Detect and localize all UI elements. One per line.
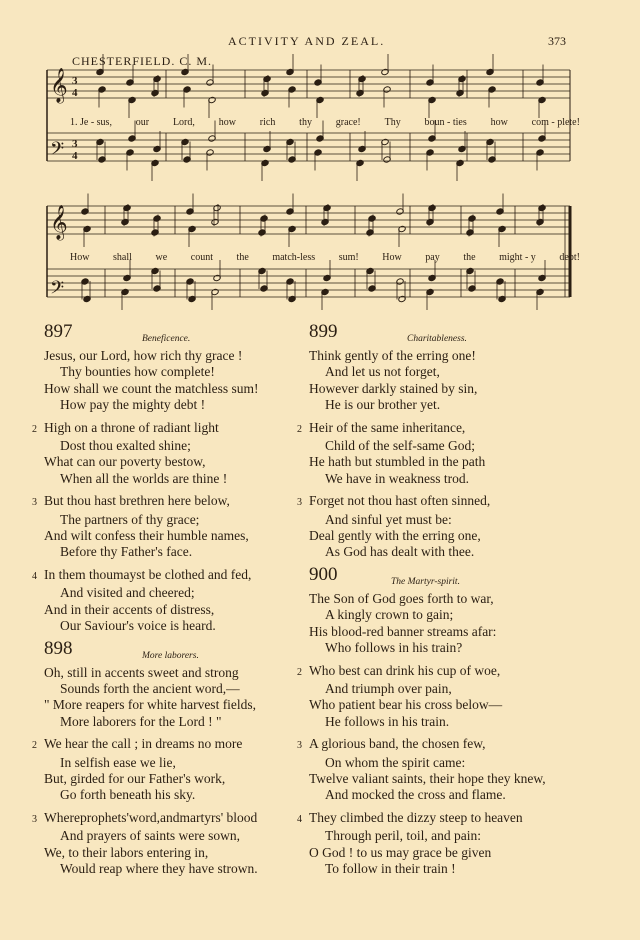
lyric-syllable: boun - ties [424, 117, 467, 128]
verse-text: More laborers for the Lord ! " [60, 713, 222, 729]
treble-clef-icon: 𝄞 [50, 68, 68, 103]
verse-text: Whereprophets'word,andmartyrs' blood [44, 809, 258, 825]
verse-text: However darkly stained by sin, [309, 380, 478, 396]
verse-text: The Son of God goes forth to war, [309, 590, 494, 606]
stanza [32, 809, 334, 878]
stanza-number: 2 [32, 423, 37, 435]
verse-line [309, 381, 599, 397]
verse-line [309, 544, 599, 560]
verse-line [44, 397, 334, 413]
verse-text: How shall we count the matchless sum! [44, 380, 259, 396]
verse-text: He hath but stumbled in the path [309, 454, 486, 470]
verse-line [297, 663, 599, 681]
lyric-syllable: How [382, 252, 402, 263]
stanza [297, 736, 599, 804]
lyric-syllable: shall [113, 252, 132, 263]
stanza [297, 419, 599, 488]
verse-text: In selfish ease we lie, [60, 754, 176, 770]
verse-line [44, 544, 334, 560]
verse-text: He is our brother yet. [325, 397, 441, 413]
hymn-subject: Beneficence. [142, 334, 191, 344]
stanza [309, 591, 599, 657]
verse-text: His blood-red banner streams afar: [309, 623, 497, 639]
tune-name: CHESTERFIELD. C. M. [72, 54, 213, 68]
stanza [44, 348, 334, 414]
verse-line [32, 420, 334, 438]
stanza-number: 3 [297, 497, 302, 509]
lyric-syllable: grace! [335, 117, 361, 128]
lyric-syllable: how [218, 117, 236, 128]
lyric-syllable: count [190, 252, 213, 263]
running-head: ACTIVITY AND ZEAL. [228, 34, 386, 48]
verse-text: Who patient bear his cross below— [309, 697, 503, 713]
lyric-syllable: the [236, 252, 249, 263]
verse-line [44, 771, 334, 787]
stanza-number: 2 [297, 423, 302, 435]
verse-line [32, 493, 334, 511]
verse-line [309, 771, 599, 787]
time-signature: 4 [72, 87, 78, 99]
verse-line [309, 681, 599, 697]
lyric-syllable: might - y [499, 252, 536, 263]
lyrics-line-2 [70, 252, 580, 263]
hymn-subject: More laborers. [142, 650, 199, 661]
verse-text: Think gently of the erring one! [309, 348, 476, 363]
verse-line [44, 512, 334, 528]
stanza [297, 493, 599, 561]
verse-line [309, 454, 599, 470]
verse-text: Would reap where they have strown. [60, 860, 258, 876]
verse-line [32, 567, 334, 585]
verse-line [44, 602, 334, 618]
page-number: 373 [548, 34, 566, 48]
verse-line [309, 828, 599, 844]
stanza [32, 493, 334, 561]
verse-line [44, 381, 334, 397]
verse-line [309, 438, 599, 454]
stanza-number: 4 [297, 813, 302, 825]
verse-line [44, 364, 334, 380]
verse-line [44, 618, 334, 634]
verse-line [44, 438, 334, 454]
verse-line [44, 348, 334, 364]
verse-text: Deal gently with the erring one, [309, 528, 481, 544]
verse-line [309, 787, 599, 803]
verse-line [297, 736, 599, 754]
verse-text: A kingly crown to gain; [325, 607, 454, 623]
hymn-heading [309, 321, 599, 348]
verse-line [309, 364, 599, 380]
verse-text: Dost thou exalted shine; [60, 438, 191, 454]
lyric-syllable: thy [299, 117, 312, 128]
verse-line [309, 624, 599, 640]
hymn-subject: Charitableness. [407, 334, 467, 344]
verse-text: As God has dealt with thee. [325, 544, 475, 560]
stanza [32, 419, 334, 488]
hymn-heading [44, 321, 334, 348]
verse-text: What can our poverty bestow, [44, 454, 206, 470]
hymn-897 [32, 321, 334, 635]
verse-text: Forget not thou hast often sinned, [309, 493, 491, 509]
lyric-syllable: debt! [559, 252, 580, 263]
hymn-number: 897 [44, 321, 73, 342]
verse-text: And sinful yet must be: [325, 511, 452, 527]
verse-text: He follows in his train. [325, 713, 450, 729]
verse-line [44, 528, 334, 544]
lyrics-line-1 [70, 117, 580, 128]
lyric-syllable: Thy [384, 117, 401, 128]
stanza-number: 3 [32, 813, 37, 825]
lyric-syllable: match-less [272, 252, 316, 263]
verse-line [44, 714, 334, 730]
verse-text: The partners of thy grace; [60, 511, 200, 527]
verse-text: Sounds forth the ancient word,— [60, 680, 240, 696]
verse-text: To follow in their train ! [325, 860, 456, 876]
verse-text: Child of the self-same God; [325, 438, 475, 454]
verse-line [309, 512, 599, 528]
verse-line [309, 697, 599, 713]
verse-line [44, 681, 334, 697]
lyric-syllable: Lord, [172, 117, 195, 128]
verse-text: Thy bounties how complete! [60, 364, 215, 380]
hymn-heading [309, 563, 599, 591]
verse-line [309, 845, 599, 861]
lyric-syllable: our [135, 117, 150, 128]
music-notes [81, 54, 546, 310]
hymn-number: 899 [309, 321, 338, 342]
verse-line [297, 810, 599, 828]
verse-line [297, 420, 599, 438]
verse-text: Before thy Father's face. [60, 544, 193, 560]
verse-line [309, 348, 599, 364]
time-signature: 3 [72, 138, 78, 150]
stanza [297, 662, 599, 731]
stanza [32, 736, 334, 804]
verse-line [309, 640, 599, 656]
verse-text: On whom the spirit came: [325, 754, 466, 770]
lyric-syllable: how [490, 117, 508, 128]
hymn-heading [44, 637, 334, 665]
stanza [44, 665, 334, 731]
verse-line [44, 755, 334, 771]
clefs [50, 68, 78, 303]
verse-line [44, 697, 334, 713]
verse-text: Who follows in his train? [325, 640, 463, 656]
verse-text: Twelve valiant saints, their hope they knew, [309, 770, 546, 786]
verse-line [32, 736, 334, 754]
verse-line [44, 845, 334, 861]
lyric-syllable: the [463, 252, 476, 263]
stanza [309, 348, 599, 414]
verse-text: O God ! to us may grace be given [309, 844, 492, 860]
verse-text: We have in weakness trod. [325, 470, 469, 486]
verse-line [309, 714, 599, 730]
verse-text: How pay the mighty debt ! [60, 397, 206, 413]
bass-clef-icon: 𝄢 [50, 278, 65, 303]
hymn-number: 900 [309, 563, 338, 585]
hymn-number: 898 [44, 637, 73, 659]
verse-text: " More reapers for white harvest fields, [44, 697, 257, 713]
verse-text: In them thoumayst be clothed and fed, [44, 566, 252, 582]
verse-text: Heir of the same inheritance, [309, 419, 466, 435]
verse-text: And in their accents of distress, [44, 601, 215, 617]
verse-line [309, 861, 599, 877]
verse-line [297, 493, 599, 511]
bass-clef-icon: 𝄢 [50, 139, 65, 164]
verse-text: A glorious band, the chosen few, [309, 736, 486, 752]
verse-line [44, 828, 334, 844]
verse-line [309, 528, 599, 544]
verse-line [309, 471, 599, 487]
verse-text: But thou hast brethren here below, [44, 493, 230, 509]
verse-text: And wilt confess their humble names, [44, 528, 249, 544]
verse-line [44, 665, 334, 681]
verse-line [309, 607, 599, 623]
hymn-899 [297, 321, 599, 561]
verse-line [44, 471, 334, 487]
lyric-syllable: rich [259, 117, 276, 128]
lyric-syllable: 1. Je - sus, [70, 117, 112, 128]
right-column [297, 321, 599, 885]
verse-text: And mocked the cross and flame. [325, 787, 506, 803]
hymn-898 [32, 637, 334, 878]
lyric-syllable: How [70, 252, 90, 263]
time-signature: 3 [72, 75, 78, 87]
verse-text: Through peril, toil, and pain: [325, 828, 481, 844]
verse-line [309, 755, 599, 771]
stanza-number: 2 [297, 666, 302, 678]
treble-clef-icon: 𝄞 [50, 205, 68, 240]
verse-text: Who best can drink his cup of woe, [309, 662, 501, 678]
hymn-subject: The Martyr-spirit. [391, 576, 460, 587]
verse-text: And prayers of saints were sown, [60, 828, 240, 844]
verse-text: They climbed the dizzy steep to heaven [309, 809, 523, 825]
stanza-number: 3 [32, 497, 37, 509]
stanza [32, 566, 334, 635]
verse-text: When all the worlds are thine ! [60, 470, 228, 486]
verse-text: Our Saviour's voice is heard. [60, 618, 216, 634]
verse-text: We, to their labors entering in, [44, 844, 209, 860]
lyric-syllable: com - plete! [531, 117, 580, 128]
verse-text: And triumph over pain, [325, 680, 452, 696]
lyric-syllable: we [155, 252, 168, 263]
verse-text: Go forth beneath his sky. [60, 787, 196, 803]
stanza-number: 4 [32, 570, 37, 582]
verse-line [32, 810, 334, 828]
verse-text: High on a throne of radiant light [44, 419, 219, 435]
verse-line [44, 787, 334, 803]
verse-line [44, 861, 334, 877]
time-signature: 4 [72, 150, 78, 162]
stanza-number: 2 [32, 740, 37, 752]
stanza-number: 3 [297, 740, 302, 752]
lyric-syllable: sum! [338, 252, 359, 263]
left-column [32, 321, 334, 885]
stanza [297, 809, 599, 878]
verse-line [309, 397, 599, 413]
verse-text: Oh, still in accents sweet and strong [44, 664, 239, 680]
verse-line [44, 585, 334, 601]
music-score [0, 0, 640, 330]
hymn-900 [297, 563, 599, 878]
verse-text: Jesus, our Lord, how rich thy grace ! [44, 348, 243, 363]
verse-text: But, girded for our Father's work, [44, 770, 226, 786]
verse-line [309, 591, 599, 607]
verse-text: And let us not forget, [325, 364, 440, 380]
verse-text: We hear the call ; in dreams no more [44, 736, 243, 752]
verse-text: And visited and cheered; [60, 585, 195, 601]
lyric-syllable: pay [425, 252, 440, 263]
verse-line [44, 454, 334, 470]
